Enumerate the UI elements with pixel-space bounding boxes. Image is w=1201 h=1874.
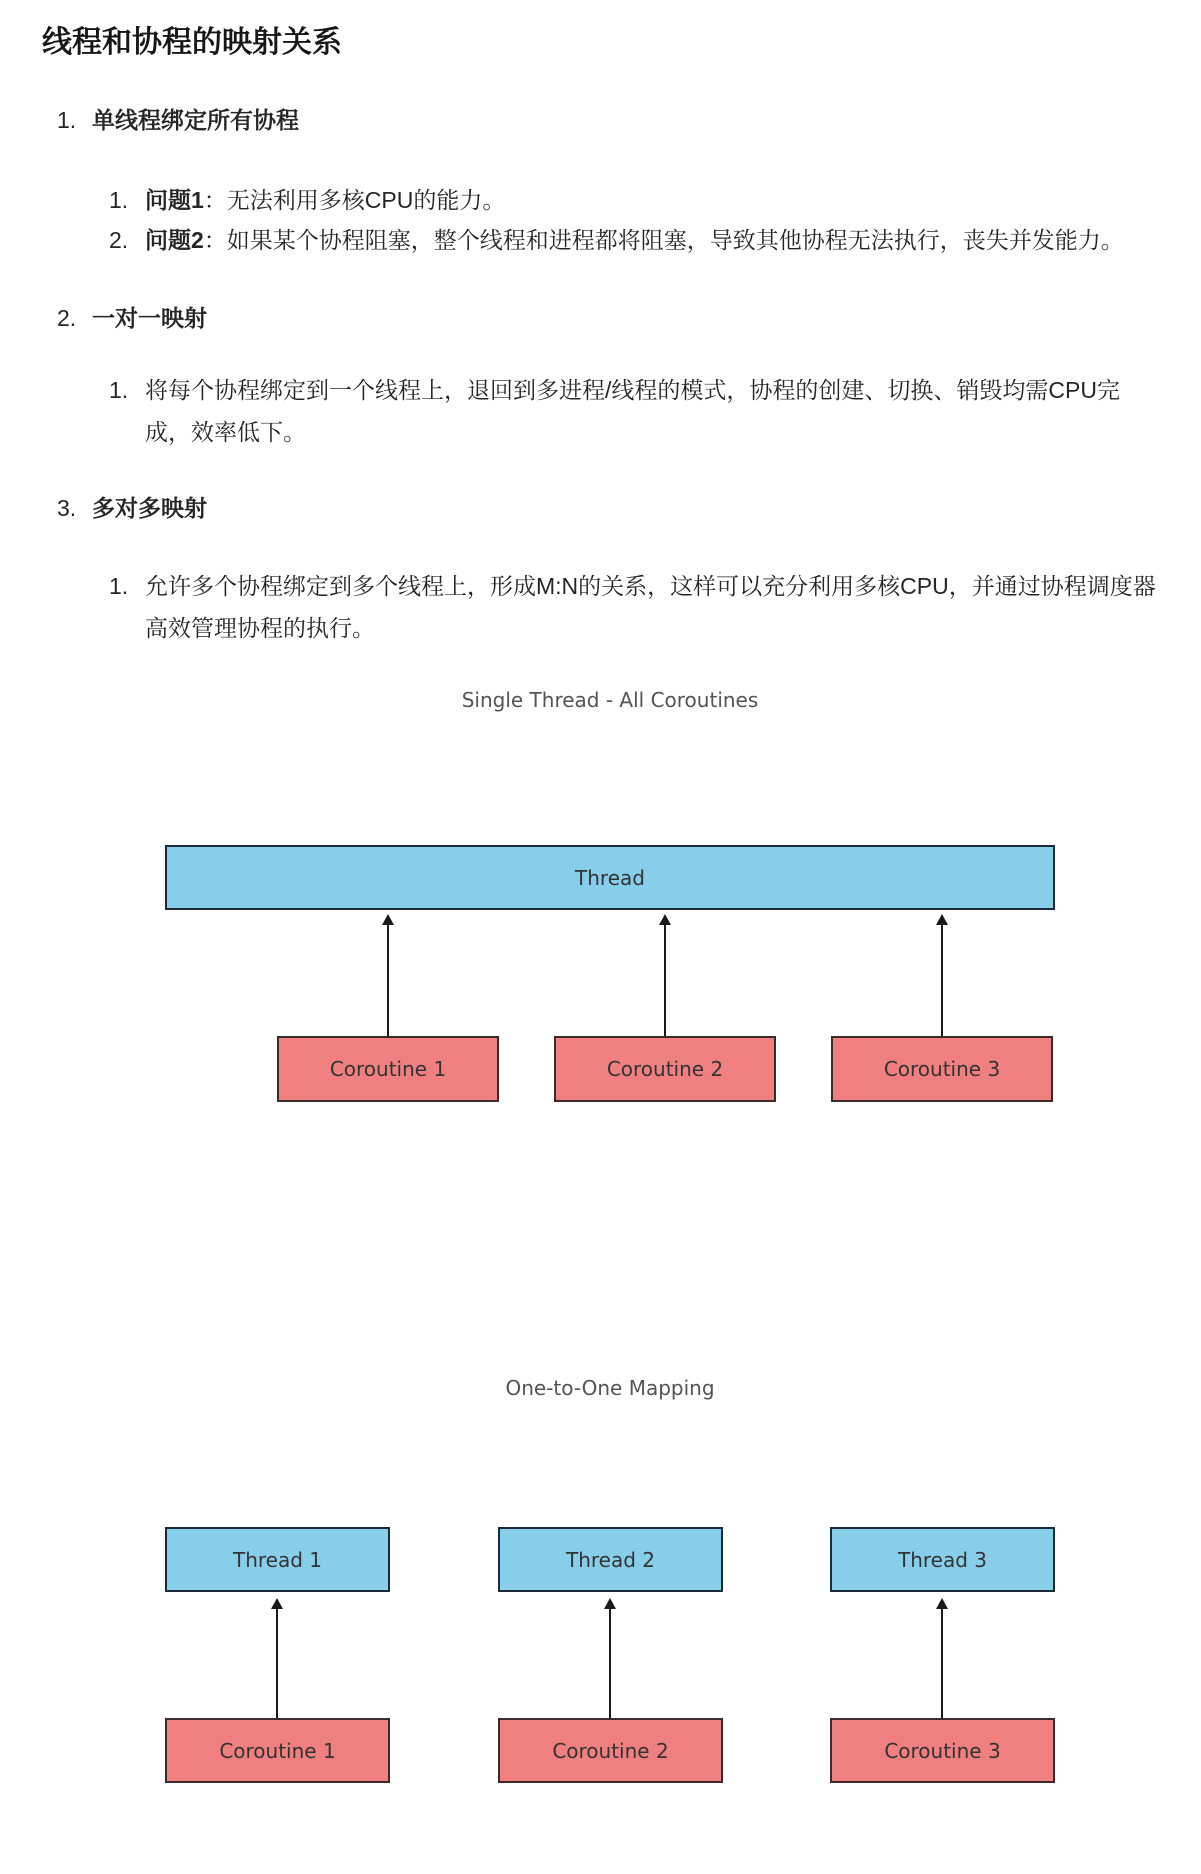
list-marker: 1. — [109, 187, 129, 213]
thread-node — [165, 845, 1055, 910]
coroutine-node — [830, 1718, 1055, 1783]
page-title: 线程和协程的映射关系 — [42, 26, 342, 59]
thread-node-label: Thread 1 — [232, 1547, 322, 1572]
thread-node-label: Thread — [575, 865, 645, 890]
arrow-shaft — [664, 924, 666, 1036]
coroutine-node — [554, 1036, 776, 1102]
term-text: ：无法利用多核CPU的能力。 — [203, 187, 506, 213]
term-text: ：如果某个协程阻塞，整个线程和进程都将阻塞，导致其他协程无法执行，丧失并发能力。 — [203, 227, 1124, 253]
thread-node — [165, 1527, 390, 1592]
list-marker: 1. — [109, 377, 129, 403]
coroutine-node-label: Coroutine 1 — [329, 1057, 447, 1081]
list-marker: 1. — [109, 573, 129, 599]
list-subitem-text: 允许多个协程绑定到多个线程上，形成M:N的关系，这样可以充分利用多核CPU，并通过协程调度器高效管理协程的执行。 — [145, 573, 1156, 641]
term-label: 问题2 — [145, 227, 204, 253]
list-subitem-text: 将每个协程绑定到一个线程上，退回到多进程/线程的模式，协程的创建、切换、销毁均需CPU完成，效率低下。 — [145, 377, 1120, 445]
thread-node — [830, 1527, 1055, 1592]
coroutine-node — [165, 1718, 390, 1783]
diagram1-title: Single Thread - All Coroutines — [461, 688, 759, 712]
thread-node — [498, 1527, 723, 1592]
arrow-shaft — [387, 924, 389, 1036]
coroutine-node-label: Coroutine 3 — [883, 1057, 1001, 1081]
diagram2-title: One-to-One Mapping — [505, 1376, 715, 1400]
arrow-shaft — [276, 1608, 278, 1718]
coroutine-node-label: Coroutine 2 — [552, 1738, 669, 1763]
list-subitem-text — [145, 185, 1165, 215]
list-marker: 2. — [57, 305, 77, 331]
list-marker: 1. — [57, 107, 77, 133]
list-marker: 2. — [109, 227, 129, 253]
arrow-shaft — [941, 924, 943, 1036]
list-subitem-text — [145, 225, 1165, 255]
list-item-label: 多对多映射 — [92, 495, 207, 521]
coroutine-node-label: Coroutine 3 — [884, 1738, 1001, 1763]
coroutine-node — [498, 1718, 723, 1783]
coroutine-node-label: Coroutine 2 — [606, 1057, 724, 1081]
coroutine-node — [831, 1036, 1053, 1102]
thread-node-label: Thread 2 — [565, 1547, 655, 1572]
thread-node-label: Thread 3 — [897, 1547, 987, 1572]
arrow-shaft — [941, 1608, 943, 1718]
list-item-label: 一对一映射 — [92, 305, 207, 331]
coroutine-node — [277, 1036, 499, 1102]
list-marker: 3. — [57, 495, 77, 521]
list-item-label: 单线程绑定所有协程 — [92, 107, 299, 133]
coroutine-node-label: Coroutine 1 — [219, 1738, 336, 1763]
arrow-shaft — [609, 1608, 611, 1718]
term-label: 问题1 — [145, 187, 204, 213]
